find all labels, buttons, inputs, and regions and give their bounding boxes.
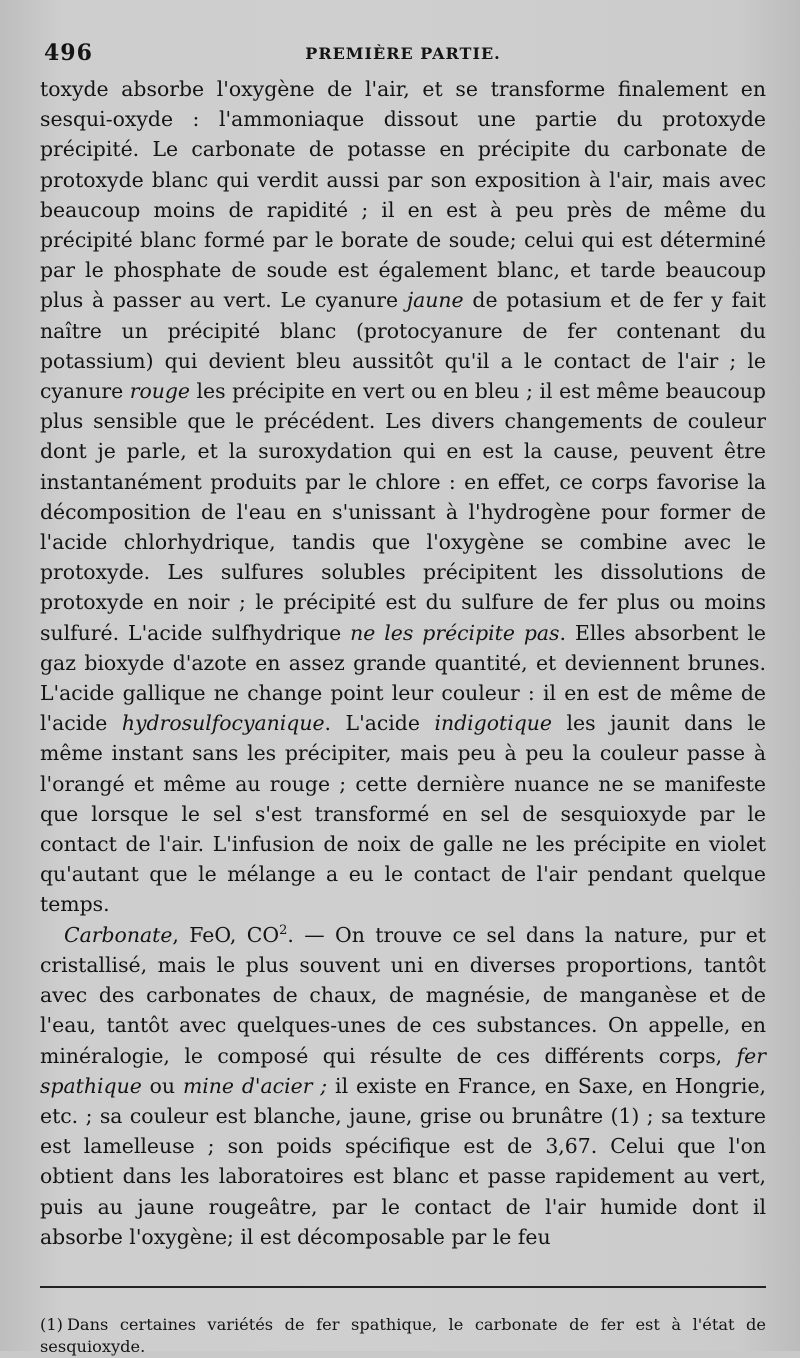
- text-run: les précipite en vert ou en bleu ; il est même beaucoup plus sensible que le précédent. Les divers changements de couleur dont je parle, et la suroxydation qui en est la cause, peuvent être instantanément produits par le chlore : en effet, ce corps favorise la décomposition de l'eau en s'unissant à l'hydrogène pour former de l'acide chlorhydrique, tandis que l'oxygène se combine avec le protoxyde. Les sulfures solubles précipitent les dissolutions de protoxyde en noir ; le précipité est du sulfure de fer plus ou moins sulfuré. L'acide sulfhydrique: [40, 379, 766, 645]
- text-run: toxyde absorbe l'oxygène de l'air, et se transforme finalement en sesqui-oxyde : l'ammoniaque dissout une partie du protoxyde précipité. Le carbonate de potasse en précipite du carbonate de protoxyde blanc qui verdit aussi par son exposition à l'air, mais avec beaucoup moins de rapidité ; il en est à peu près de même du précipité blanc formé par le borate de soude; celui qui est déterminé par le phosphate de soude est également blanc, et tarde beaucoup plus à passer au vert. Le cyanure: [40, 77, 766, 313]
- superscript: 2: [279, 922, 288, 938]
- footnote-rule: [40, 1286, 766, 1288]
- footnote: [40, 1314, 766, 1358]
- text-run: . L'acide: [324, 711, 435, 736]
- footnote-mark: (1): [40, 1314, 63, 1334]
- italic-text: ne les précipite pas: [350, 620, 560, 645]
- text-run: . Elles absorbent le gaz bioxyde d'azote en assez grande quantité, et deviennent brunes. L'acide gallique ne change point leur couleur : il en est de même de l'acide: [40, 620, 767, 736]
- italic-text: fer spathique: [40, 1043, 766, 1098]
- running-title: PREMIÈRE PARTIE.: [305, 44, 501, 63]
- italic-text: mine d'acier ;: [182, 1073, 328, 1098]
- text-run: de potasium et de fer y fait naître un précipité blanc (protocyanure de fer contenant du potassium) qui devient bleu aussitôt qu'il a le contact de l'air ; le cyanure: [40, 288, 767, 404]
- text-run: . — On trouve ce sel dans la nature, pur et cristallisé, mais le plus souvent uni en diverses proportions, tantôt avec des carbonates de chaux, de magnésie, de manganèse et de l'eau, tantôt avec quelques-unes de ces substances. On appelle, en minéralogie, le composé qui résulte de ces différents corps,: [40, 922, 766, 1068]
- text-run: ou: [141, 1073, 183, 1098]
- text-run: il existe en France, en Saxe, en Hongrie, etc. ; sa couleur est blanche, jaune, grise ou brunâtre (1) ; sa texture est lamelleuse ; son poids spécifique est de 3,67. Celui que l'on obtient dans les laboratoires est blanc et passe rapidement au vert, puis au jaune rougeâtre, par le contact de l'air humide dont il absorbe l'oxygène; il est décomposable par le feu: [40, 1073, 766, 1249]
- paragraph: [40, 920, 766, 1252]
- page-header: [40, 38, 766, 74]
- text-run: les jaunit dans le même instant sans les précipiter, mais peu à peu la couleur passe à l'orangé et même au rouge ; cette dernière nuance ne se manifeste que lorsque le sel s'est transformé en sel de sesquioxyde par le contact de l'air. L'infusion de noix de galle ne les précipite en violet qu'autant que le mélange a eu le contact de l'air pendant quelque temps.: [40, 711, 766, 917]
- italic-text: Carbonate: [64, 922, 173, 947]
- italic-text: rouge: [129, 379, 190, 404]
- italic-text: jaune: [406, 288, 464, 313]
- body-text: [40, 74, 766, 1252]
- page-number: 496: [44, 40, 93, 66]
- text-run: , FeO, CO: [172, 922, 280, 947]
- footnote-text: Dans certaines variétés de fer spathique, le carbonate de fer est à l'état de sesquioxyde.: [40, 1314, 766, 1356]
- italic-text: indigotique: [434, 711, 552, 736]
- italic-text: hydrosulfocyanique: [121, 711, 325, 736]
- paragraph: [40, 74, 766, 920]
